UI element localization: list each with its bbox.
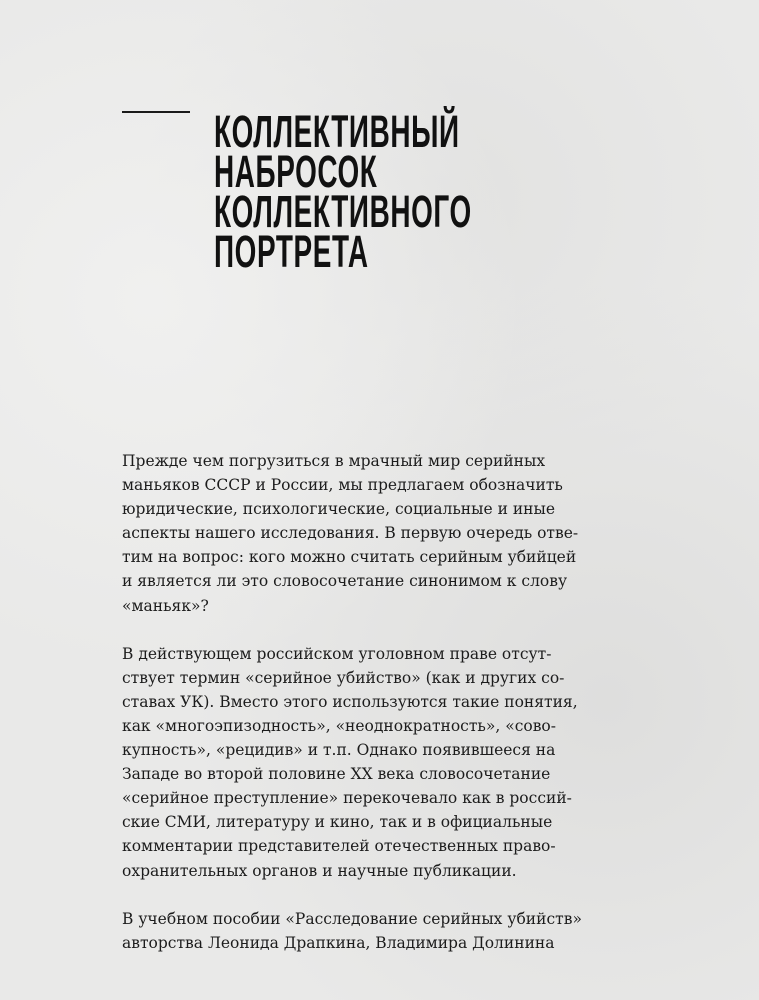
body-text (122, 449, 582, 955)
text-line: «маньяк»? (122, 596, 209, 615)
paragraph-gap (122, 618, 532, 642)
text-line: ствует термин «серийное убийство» (как и других со- (122, 668, 565, 687)
text-line: тим на вопрос: кого можно считать серийным убийцей (122, 548, 577, 567)
title-line: КОЛЛЕКТИВНОГО (214, 186, 472, 237)
text-line: маньяков СССР и России, мы предлагаем обозначить (122, 476, 563, 495)
paragraph-gap (122, 883, 532, 907)
text-line: Западе во второй половине XX века словосочетание (122, 765, 551, 784)
title-line: НАБРОСОК (214, 146, 378, 197)
text-line: купность», «рецидив» и т.п. Однако появившееся на (122, 741, 556, 760)
title-line: КОЛЛЕКТИВНЫЙ (214, 106, 460, 157)
text-line: «серийное преступление» перекочевало как в россий- (122, 789, 572, 808)
text-line: и является ли это словосочетание синонимом к слову (122, 572, 568, 591)
paragraph (122, 449, 579, 618)
text-line: юридические, психологические, социальные и иные (122, 500, 555, 519)
paragraph (122, 907, 582, 955)
decorative-rule (122, 111, 190, 113)
text-line: ставах УК). Вместо этого используются такие понятия, (122, 692, 578, 711)
text-line: Прежде чем погрузиться в мрачный мир серийных (122, 452, 546, 470)
title-line: ПОРТРЕТА (214, 226, 369, 277)
text-line: В учебном пособии «Расследование серийных убийств» (122, 909, 582, 928)
chapter-title (214, 106, 472, 277)
text-line: охранительных органов и научные публикации. (122, 861, 517, 880)
text-line: аспекты нашего исследования. В первую очередь отве- (122, 524, 579, 543)
paragraph (122, 642, 578, 883)
text-line: авторства Леонида Драпкина, Владимира Долинина (122, 933, 555, 952)
text-line: комментарии представителей отечественных право- (122, 837, 556, 856)
text-line: В действующем российском уголовном праве отсут- (122, 644, 552, 663)
text-line: как «многоэпизодность», «неоднократность», «сово- (122, 716, 556, 735)
text-line: ские СМИ, литературу и кино, так и в официальные (122, 813, 553, 832)
